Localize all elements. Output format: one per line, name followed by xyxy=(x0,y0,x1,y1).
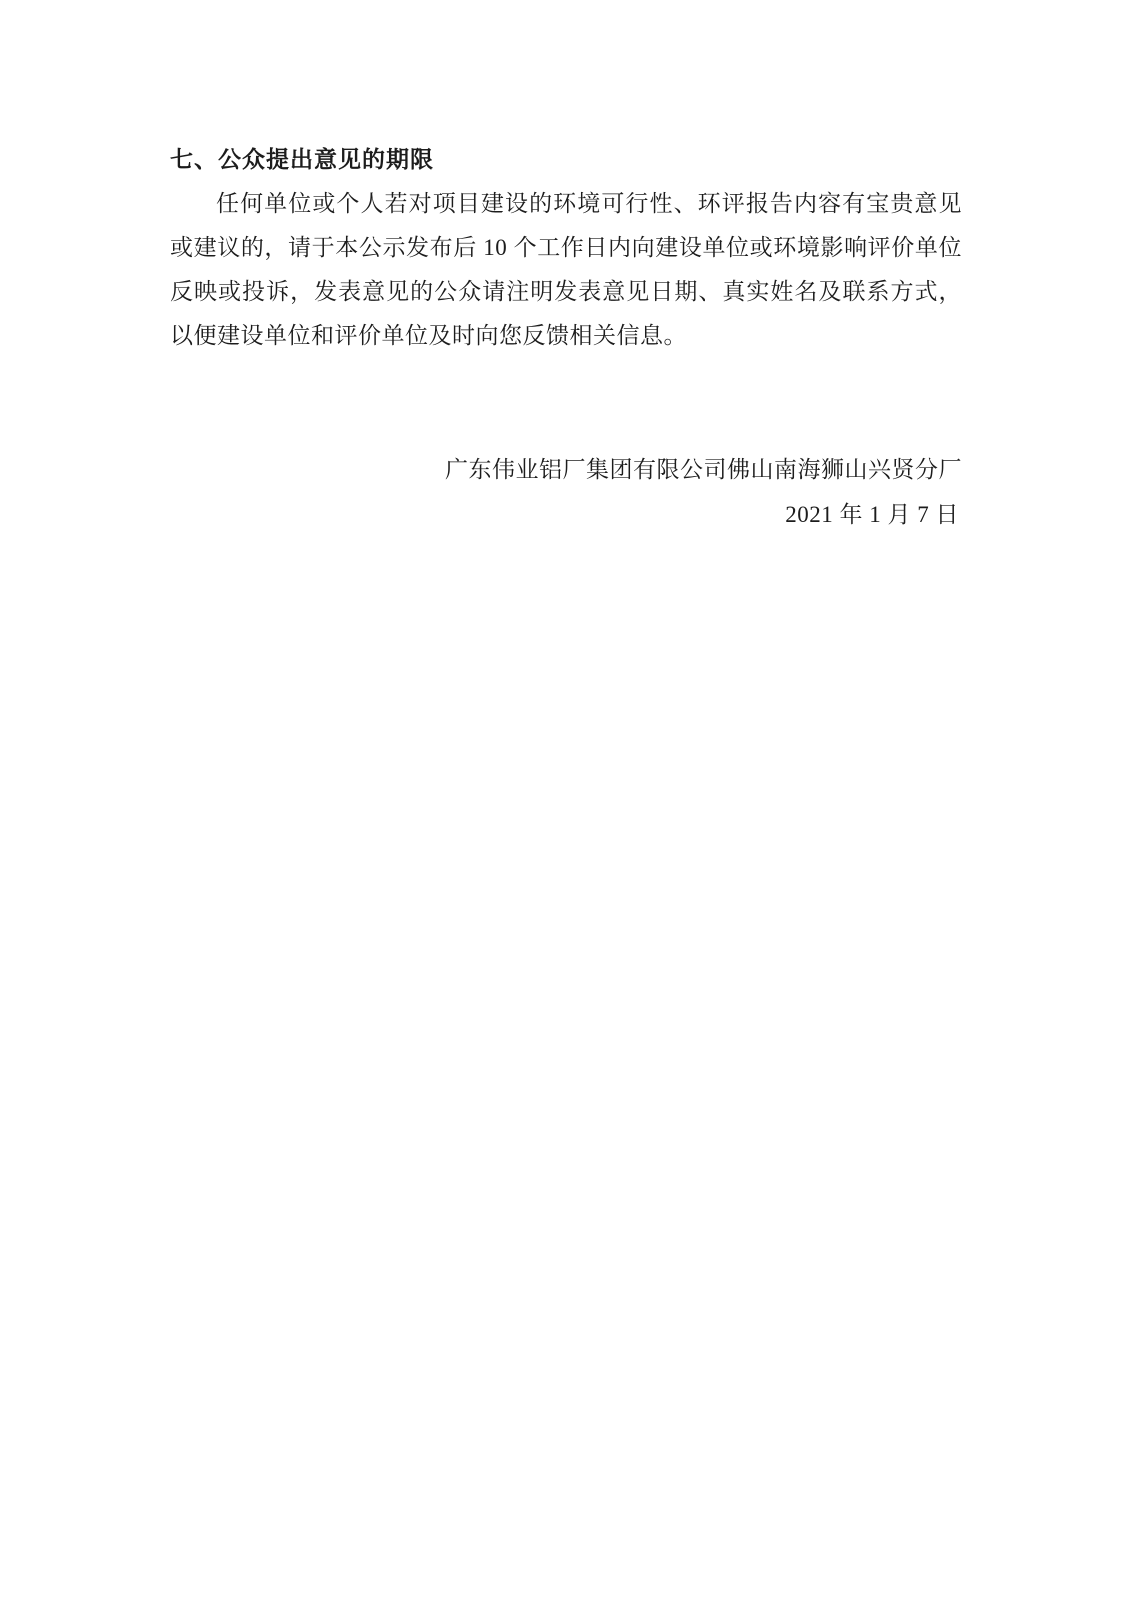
signature-company: 广东伟业铝厂集团有限公司佛山南海狮山兴贤分厂 xyxy=(445,457,962,482)
section-heading: 七、公众提出意见的期限 xyxy=(170,147,434,172)
document-content xyxy=(170,137,962,537)
body-paragraph: 任何单位或个人若对项目建设的环境可行性、环评报告内容有宝贵意见或建议的，请于本公示发布后 10 个工作日内向建设单位或环境影响评价单位反映或投诉，发表意见的公众请注明发表意见日期、真实姓名及联系方式，以便建设单位和评价单位及时向您反馈相关信息。 xyxy=(170,191,962,348)
signature-block xyxy=(170,447,962,537)
signature-date: 2021 年 1 月 7 日 xyxy=(785,502,959,527)
signature-spacer xyxy=(170,358,962,447)
